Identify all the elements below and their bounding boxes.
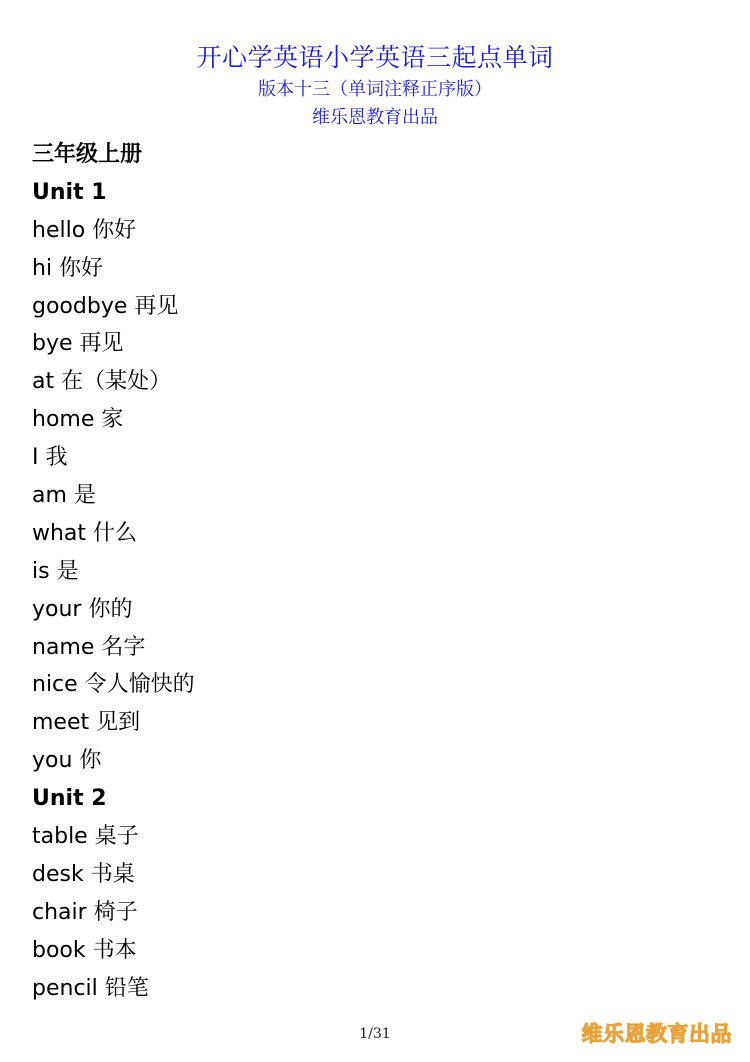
- vocabulary-entry: hi 你好: [32, 255, 104, 281]
- vocabulary-entry: desk 书桌: [32, 861, 135, 887]
- vocabulary-entry: meet 见到: [32, 710, 141, 736]
- vocabulary-entry: bye 再见: [32, 331, 124, 357]
- vocabulary-entry: nice 令人愉快的: [32, 672, 195, 698]
- document-subtitle: 版本十三（单词注释正序版）: [258, 79, 492, 100]
- vocabulary-entry: chair 椅子: [32, 899, 138, 925]
- section-heading: Unit 1: [32, 179, 107, 205]
- vocabulary-entry: what 什么: [32, 520, 138, 546]
- vocabulary-entry: your 你的: [32, 596, 133, 622]
- vocabulary-entry: name 名字: [32, 634, 146, 660]
- vocabulary-entry: table 桌子: [32, 824, 139, 850]
- document-publisher: 维乐恩教育出品: [312, 107, 438, 128]
- vocabulary-entry: book 书本: [32, 937, 137, 963]
- vocabulary-entry: you 你: [32, 748, 102, 774]
- vocabulary-entry: pencil 铅笔: [32, 975, 149, 1001]
- watermark: 维乐恩教育出品: [581, 1022, 732, 1046]
- vocabulary-entry: goodbye 再见: [32, 293, 179, 319]
- document-title: 开心学英语小学英语三起点单词: [196, 43, 554, 72]
- section-heading: Unit 2: [32, 786, 107, 812]
- vocabulary-entry: home 家: [32, 407, 124, 433]
- document-header: [0, 40, 750, 132]
- vocabulary-entry: at 在（某处）: [32, 369, 172, 395]
- section-heading: 三年级上册: [32, 142, 143, 167]
- vocabulary-list: [32, 136, 712, 1007]
- vocabulary-entry: hello 你好: [32, 217, 137, 243]
- vocabulary-entry: is 是: [32, 558, 79, 584]
- vocabulary-entry: am 是: [32, 483, 96, 509]
- vocabulary-entry: I 我: [32, 445, 68, 471]
- page-number: 1/31: [359, 1026, 391, 1042]
